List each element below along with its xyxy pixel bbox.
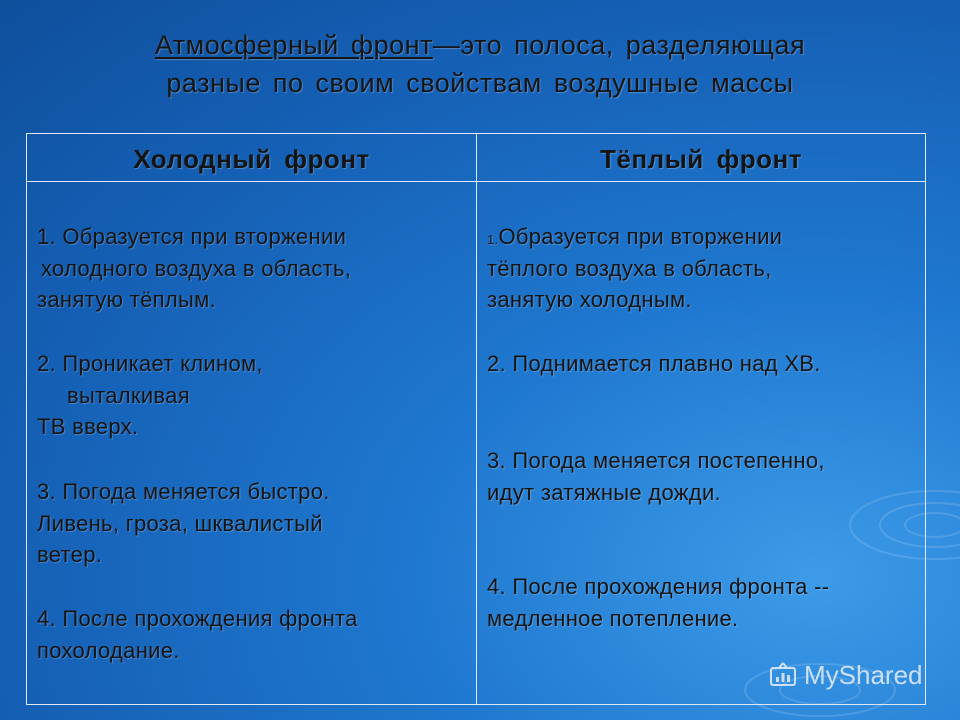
- column-divider: [476, 134, 477, 704]
- title-term: Атмосферный фронт: [154, 30, 433, 60]
- myshared-logo-icon: [768, 660, 798, 690]
- warm-point-2: 2. Поднимается плавно над ХВ.: [487, 351, 821, 376]
- cold-point-2: 2. Проникает клином, выталкивая ТВ вверх.: [37, 351, 263, 439]
- comparison-table: [26, 133, 926, 705]
- warm-point-1: 1.Образуется при вторжении тёплого воздуха в область, занятую холодным.: [487, 224, 783, 312]
- cold-point-4: 4. После прохождения фронта похолодание.: [37, 606, 358, 663]
- watermark-text: MyShared: [804, 659, 923, 690]
- cold-point-1: 1. Образуется при вторжении холодного воздуха в область, занятую тёплым.: [37, 224, 352, 312]
- warm-point-4: 4. После прохождения фронта -- медленное потепление.: [487, 574, 830, 631]
- warm-point-1-number: 1.: [487, 232, 499, 247]
- cold-point-3: 3. Погода меняется быстро. Ливень, гроза, шквалистый ветер.: [37, 479, 330, 567]
- warm-point-3: 3. Погода меняется постепенно, идут затяжные дожди.: [487, 448, 825, 505]
- title-definition: —это полоса, разделяющая: [432, 30, 806, 60]
- title-line-2: разные по своим свойствам воздушные массы: [166, 68, 794, 98]
- header-cold-front: Холодный фронт: [133, 144, 370, 174]
- header-divider: [27, 181, 925, 182]
- myshared-watermark: [768, 656, 923, 694]
- title-line-1: [40, 26, 920, 64]
- header-warm-front: Тёплый фронт: [600, 144, 802, 174]
- slide-title: [40, 26, 920, 102]
